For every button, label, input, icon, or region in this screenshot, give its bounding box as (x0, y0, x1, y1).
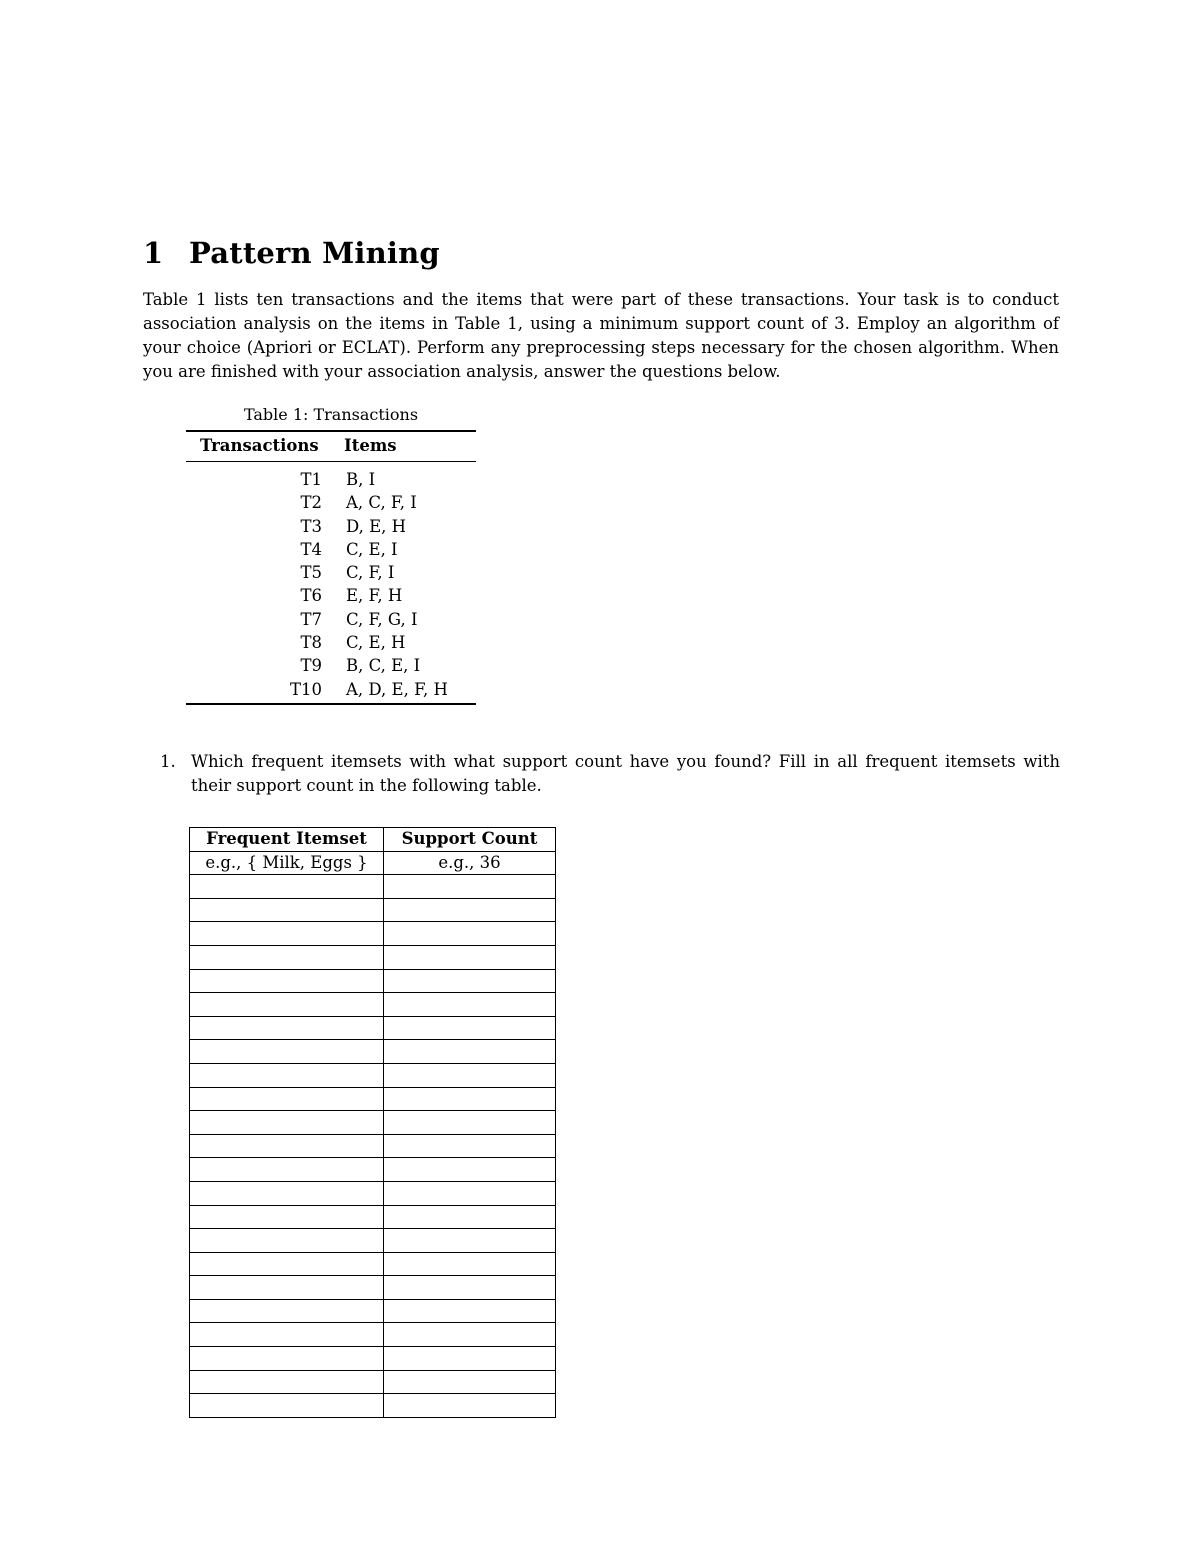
blank-row (190, 1229, 556, 1253)
support-count-cell[interactable] (384, 1252, 556, 1276)
blank-row (190, 1370, 556, 1394)
intro-line: your choice (Apriori or ECLAT). Perform any preprocessing steps necessary for the chosen algorithm. When (143, 338, 1059, 357)
section-number: 1 (143, 236, 164, 270)
question-1 (160, 750, 1060, 798)
intro-line: you are finished with your association analysis, answer the questions below. (143, 362, 781, 381)
transaction-id: T6 (300, 586, 322, 606)
table-row (186, 491, 476, 514)
blank-row (190, 969, 556, 993)
column-header-support-count: Support Count (384, 828, 556, 852)
transaction-items: C, F, I (346, 563, 395, 583)
transaction-id: T10 (186, 678, 322, 704)
table-row (186, 678, 476, 704)
itemset-cell[interactable] (190, 993, 384, 1017)
transaction-items: C, E, I (346, 539, 398, 559)
support-count-cell[interactable] (384, 993, 556, 1017)
table-row (186, 584, 476, 607)
table-row (186, 538, 476, 561)
transaction-items: D, E, H (346, 516, 407, 536)
blank-row (190, 922, 556, 946)
transaction-id: T4 (300, 539, 322, 559)
section-title: Pattern Mining (189, 236, 440, 270)
transaction-items: C, E, H (346, 633, 406, 653)
blank-row (190, 1181, 556, 1205)
blank-row (190, 1134, 556, 1158)
blank-row (190, 1087, 556, 1111)
support-count-cell[interactable] (384, 875, 556, 899)
itemset-cell[interactable] (190, 1111, 384, 1135)
support-count-cell[interactable] (384, 969, 556, 993)
itemset-cell[interactable] (190, 1394, 384, 1418)
frequent-itemsets-table (189, 827, 556, 1418)
question-line: their support count in the following table. (191, 776, 542, 795)
itemset-cell[interactable] (190, 1229, 384, 1253)
transaction-id: T2 (300, 493, 322, 513)
support-count-cell[interactable] (384, 1299, 556, 1323)
itemset-cell[interactable] (190, 1158, 384, 1182)
transaction-items: B, C, E, I (346, 656, 421, 676)
itemset-cell[interactable] (190, 1087, 384, 1111)
support-count-cell[interactable] (384, 1323, 556, 1347)
table-row (186, 561, 476, 584)
itemset-cell[interactable] (190, 1181, 384, 1205)
support-count-cell[interactable] (384, 1347, 556, 1371)
transactions-table (186, 430, 476, 705)
support-count-cell[interactable] (384, 945, 556, 969)
transaction-items: B, I (346, 470, 376, 489)
blank-row (190, 1323, 556, 1347)
support-count-cell[interactable] (384, 1370, 556, 1394)
itemset-cell[interactable] (190, 898, 384, 922)
blank-row (190, 1276, 556, 1300)
itemset-cell[interactable] (190, 1323, 384, 1347)
transaction-id: T8 (300, 633, 322, 653)
support-count-cell[interactable] (384, 1276, 556, 1300)
support-count-cell[interactable] (384, 1134, 556, 1158)
itemset-cell[interactable] (190, 1205, 384, 1229)
column-header-transactions: Transactions (186, 431, 322, 462)
blank-row (190, 1063, 556, 1087)
table-row (186, 654, 476, 677)
blank-row (190, 875, 556, 899)
itemset-cell[interactable] (190, 1347, 384, 1371)
blank-row (190, 1347, 556, 1371)
blank-row (190, 993, 556, 1017)
blank-row (190, 1158, 556, 1182)
transaction-id: T9 (300, 656, 322, 676)
support-count-cell[interactable] (384, 898, 556, 922)
blank-row (190, 1299, 556, 1323)
blank-row (190, 945, 556, 969)
blank-row (190, 1252, 556, 1276)
transaction-items: A, C, F, I (346, 493, 417, 513)
example-count: e.g., 36 (384, 851, 556, 875)
question-number: 1. (160, 752, 176, 771)
blank-row (190, 1111, 556, 1135)
transaction-id: T3 (300, 516, 322, 536)
itemset-cell[interactable] (190, 1040, 384, 1064)
support-count-cell[interactable] (384, 1040, 556, 1064)
itemset-cell[interactable] (190, 875, 384, 899)
section-heading (143, 236, 440, 270)
table-caption: Table 1: Transactions (243, 405, 419, 424)
support-count-cell[interactable] (384, 1087, 556, 1111)
support-count-cell[interactable] (384, 1111, 556, 1135)
itemset-cell[interactable] (190, 1134, 384, 1158)
question-text (191, 750, 1060, 798)
table-row (186, 462, 476, 492)
support-count-cell[interactable] (384, 1229, 556, 1253)
itemset-cell[interactable] (190, 945, 384, 969)
support-count-cell[interactable] (384, 1016, 556, 1040)
support-count-cell[interactable] (384, 1063, 556, 1087)
blank-row (190, 1016, 556, 1040)
itemset-cell[interactable] (190, 1299, 384, 1323)
intro-paragraph (143, 288, 1059, 384)
support-count-cell[interactable] (384, 1394, 556, 1418)
support-count-cell[interactable] (384, 1181, 556, 1205)
column-header-items: Items (322, 431, 476, 462)
column-header-frequent-itemset: Frequent Itemset (190, 828, 384, 852)
transaction-id: T1 (300, 470, 322, 489)
table-row (186, 515, 476, 538)
blank-row (190, 1394, 556, 1418)
transaction-items: A, D, E, F, H (322, 678, 476, 704)
example-itemset: e.g., { Milk, Eggs } (190, 851, 384, 875)
blank-row (190, 1040, 556, 1064)
table-row (186, 631, 476, 654)
blank-row (190, 1205, 556, 1229)
transaction-items: E, F, H (346, 586, 403, 606)
itemset-cell[interactable] (190, 1276, 384, 1300)
transaction-id: T5 (300, 563, 322, 583)
support-count-cell[interactable] (384, 1158, 556, 1182)
transaction-items: C, F, G, I (346, 609, 418, 629)
question-line: Which frequent itemsets with what support count have you found? Fill in all frequent itemsets with (191, 752, 1060, 771)
itemset-cell[interactable] (190, 1370, 384, 1394)
intro-line: Table 1 lists ten transactions and the items that were part of these transactions. Your task is to conduct (143, 290, 1059, 309)
table-row (186, 608, 476, 631)
transaction-id: T7 (300, 609, 322, 629)
support-count-cell[interactable] (384, 922, 556, 946)
itemset-cell[interactable] (190, 1016, 384, 1040)
itemset-cell[interactable] (190, 1252, 384, 1276)
intro-line: association analysis on the items in Table 1, using a minimum support count of 3. Employ an algorithm of (143, 314, 1059, 333)
example-row (190, 851, 556, 875)
itemset-cell[interactable] (190, 922, 384, 946)
itemset-cell[interactable] (190, 1063, 384, 1087)
blank-row (190, 898, 556, 922)
itemset-cell[interactable] (190, 969, 384, 993)
support-count-cell[interactable] (384, 1205, 556, 1229)
